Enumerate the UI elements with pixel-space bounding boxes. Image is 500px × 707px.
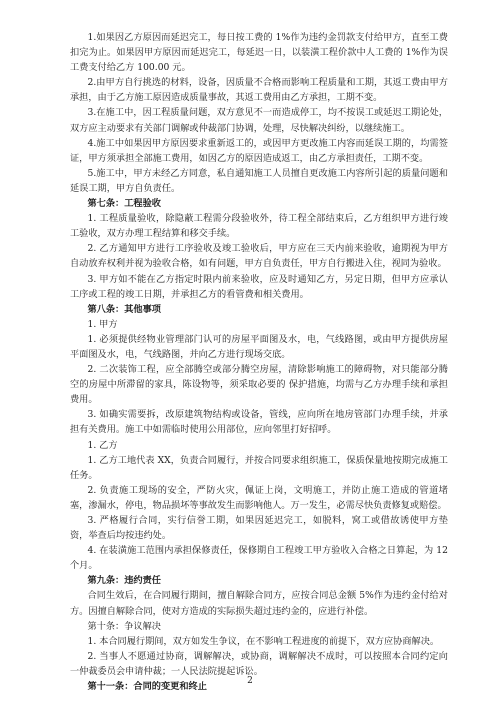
- paragraph: 1. 乙方工地代表 XX，负责合同履行，并按合同要求组织施工，保质保量地按期完成施工任务。: [70, 454, 448, 481]
- section-heading: 第七条：工程验收: [87, 198, 161, 210]
- paragraph: 3. 甲方如不能在乙方指定时限内前来验收，应及时通知乙方，另定日期，但甲方应承认工序或工程的竣工日期，并承担乙方的看管费和相关费用。: [70, 273, 448, 300]
- paragraph: 1. 本合同履行期间，双方如发生争议，在不影响工程进度的前提下，双方应协商解决。: [87, 635, 440, 647]
- paragraph: 1. 甲方: [87, 318, 118, 330]
- paragraph: 1. 乙方: [87, 439, 118, 451]
- paragraph: 第十条：争议解决: [87, 620, 161, 632]
- paragraph: 2.由甲方自行挑选的材料，设备，因质量不合格而影响工程质量和工期，其返工费由甲方承担，由于乙方施工原因造成质量事故，其返工费用由乙方承担，工期不变。: [70, 77, 448, 104]
- paragraph: 3.在施工中，因工程质量问题，双方意见不一而造成停工，均不按误工或延迟工期论处，双方应主动要求有关部门调解或仲裁部门协调，处理，尽快解决纠纷，以继续施工。: [70, 107, 448, 134]
- paragraph: 5.施工中，甲方未经乙方同意，私自通知施工人员擅自更改施工内容所引起的质量问题和延误工期，甲方自负责任。: [70, 167, 448, 194]
- paragraph: 2. 二次装饰工程，应全部腾空或部分腾空房屋，清除影响施工的障碍物，对只能部分腾空的房屋中所滞留的家具，陈设物等，须采取必要的 保护措施，均需与乙方办理手续和承担费用。: [70, 364, 448, 406]
- paragraph: 2. 乙方通知甲方进行工序验收及竣工验收后，甲方应在三天内前来验收，逾期视为甲方自动放弃权利并视为验收合格，如有问题，甲方自负责任，甲方自行搬进入住，视同为验收。: [70, 243, 448, 270]
- paragraph: 1.如果因乙方原因而延迟完工，每日按工费的 1%作为违约金罚款支付给甲方，直至工费扣完为止。如果因甲方原因而延迟完工，每延迟一日，以装潢工程价款中人工费的 1%作为误工费支付给乙方 100.00 元。: [70, 32, 448, 74]
- section-heading: 第十一条：合同的变更和终止: [87, 681, 207, 693]
- paragraph: 1. 必须提供经物业管理部门认可的房屋平面图及水，电，气线路图，或由甲方提供房屋平面图及水，电，气线路图，并向乙方进行现场交底。: [70, 333, 448, 360]
- paragraph: 4. 在装潢施工范围内承担保修责任，保修期自工程竣工甲方验收入合格之日算起，为 12 个月。: [70, 545, 448, 572]
- page-number: 2: [247, 676, 253, 686]
- paragraph: 4.施工中如果因甲方原因要求重新返工的，或因甲方更改施工内容而延误工期的，均需签证，甲方须承担全部施工费用，如因乙方的原因造成返工，由乙方承担责任，工期不变。: [70, 137, 448, 164]
- section-heading: 第九条：违约责任: [87, 575, 161, 587]
- section-heading: 第八条：其他事项: [87, 303, 161, 315]
- contract-text-body: [70, 30, 448, 694]
- paragraph: 合同生效后，在合同履行期间，擅自解除合同方，应按合同总金额 5%作为违约金付给对方。因擅自解除合同，使对方造成的实际损失超过违约金的，应进行补偿。: [70, 590, 448, 617]
- paragraph: 3. 如确实需要拆，改原建筑物结构或设备，管线，应向所在地房管部门办理手续，并承担有关费用。施工中如需临时使用公用部位，应向邻里打好招呼。: [70, 409, 448, 436]
- paragraph: 1. 工程质量验收，除隐蔽工程需分段验收外，待工程全部结束后，乙方组织甲方进行竣工验收，双方办理工程结算和移交手续。: [70, 213, 448, 240]
- paragraph: 2. 当事人不愿通过协商，调解解决，或协商，调解解决不成时，可以按照本合同约定向一仲裁委员会申请仲裁；一人民法院提起诉讼。: [70, 650, 448, 677]
- paragraph: 2. 负责施工现场的安全，严防火灾，佩证上岗，文明施工，并防止施工造成的管道堵塞，渗漏水，停电，物品损坏等事故发生而影响他人。万一发生，必需尽快负责修复或赔偿。: [70, 484, 448, 511]
- paragraph: 3. 严格履行合同，实行信誉工期，如果因延迟完工，如脱料，窝工或借故诱使甲方垫资，举查后均按违约处。: [70, 515, 448, 542]
